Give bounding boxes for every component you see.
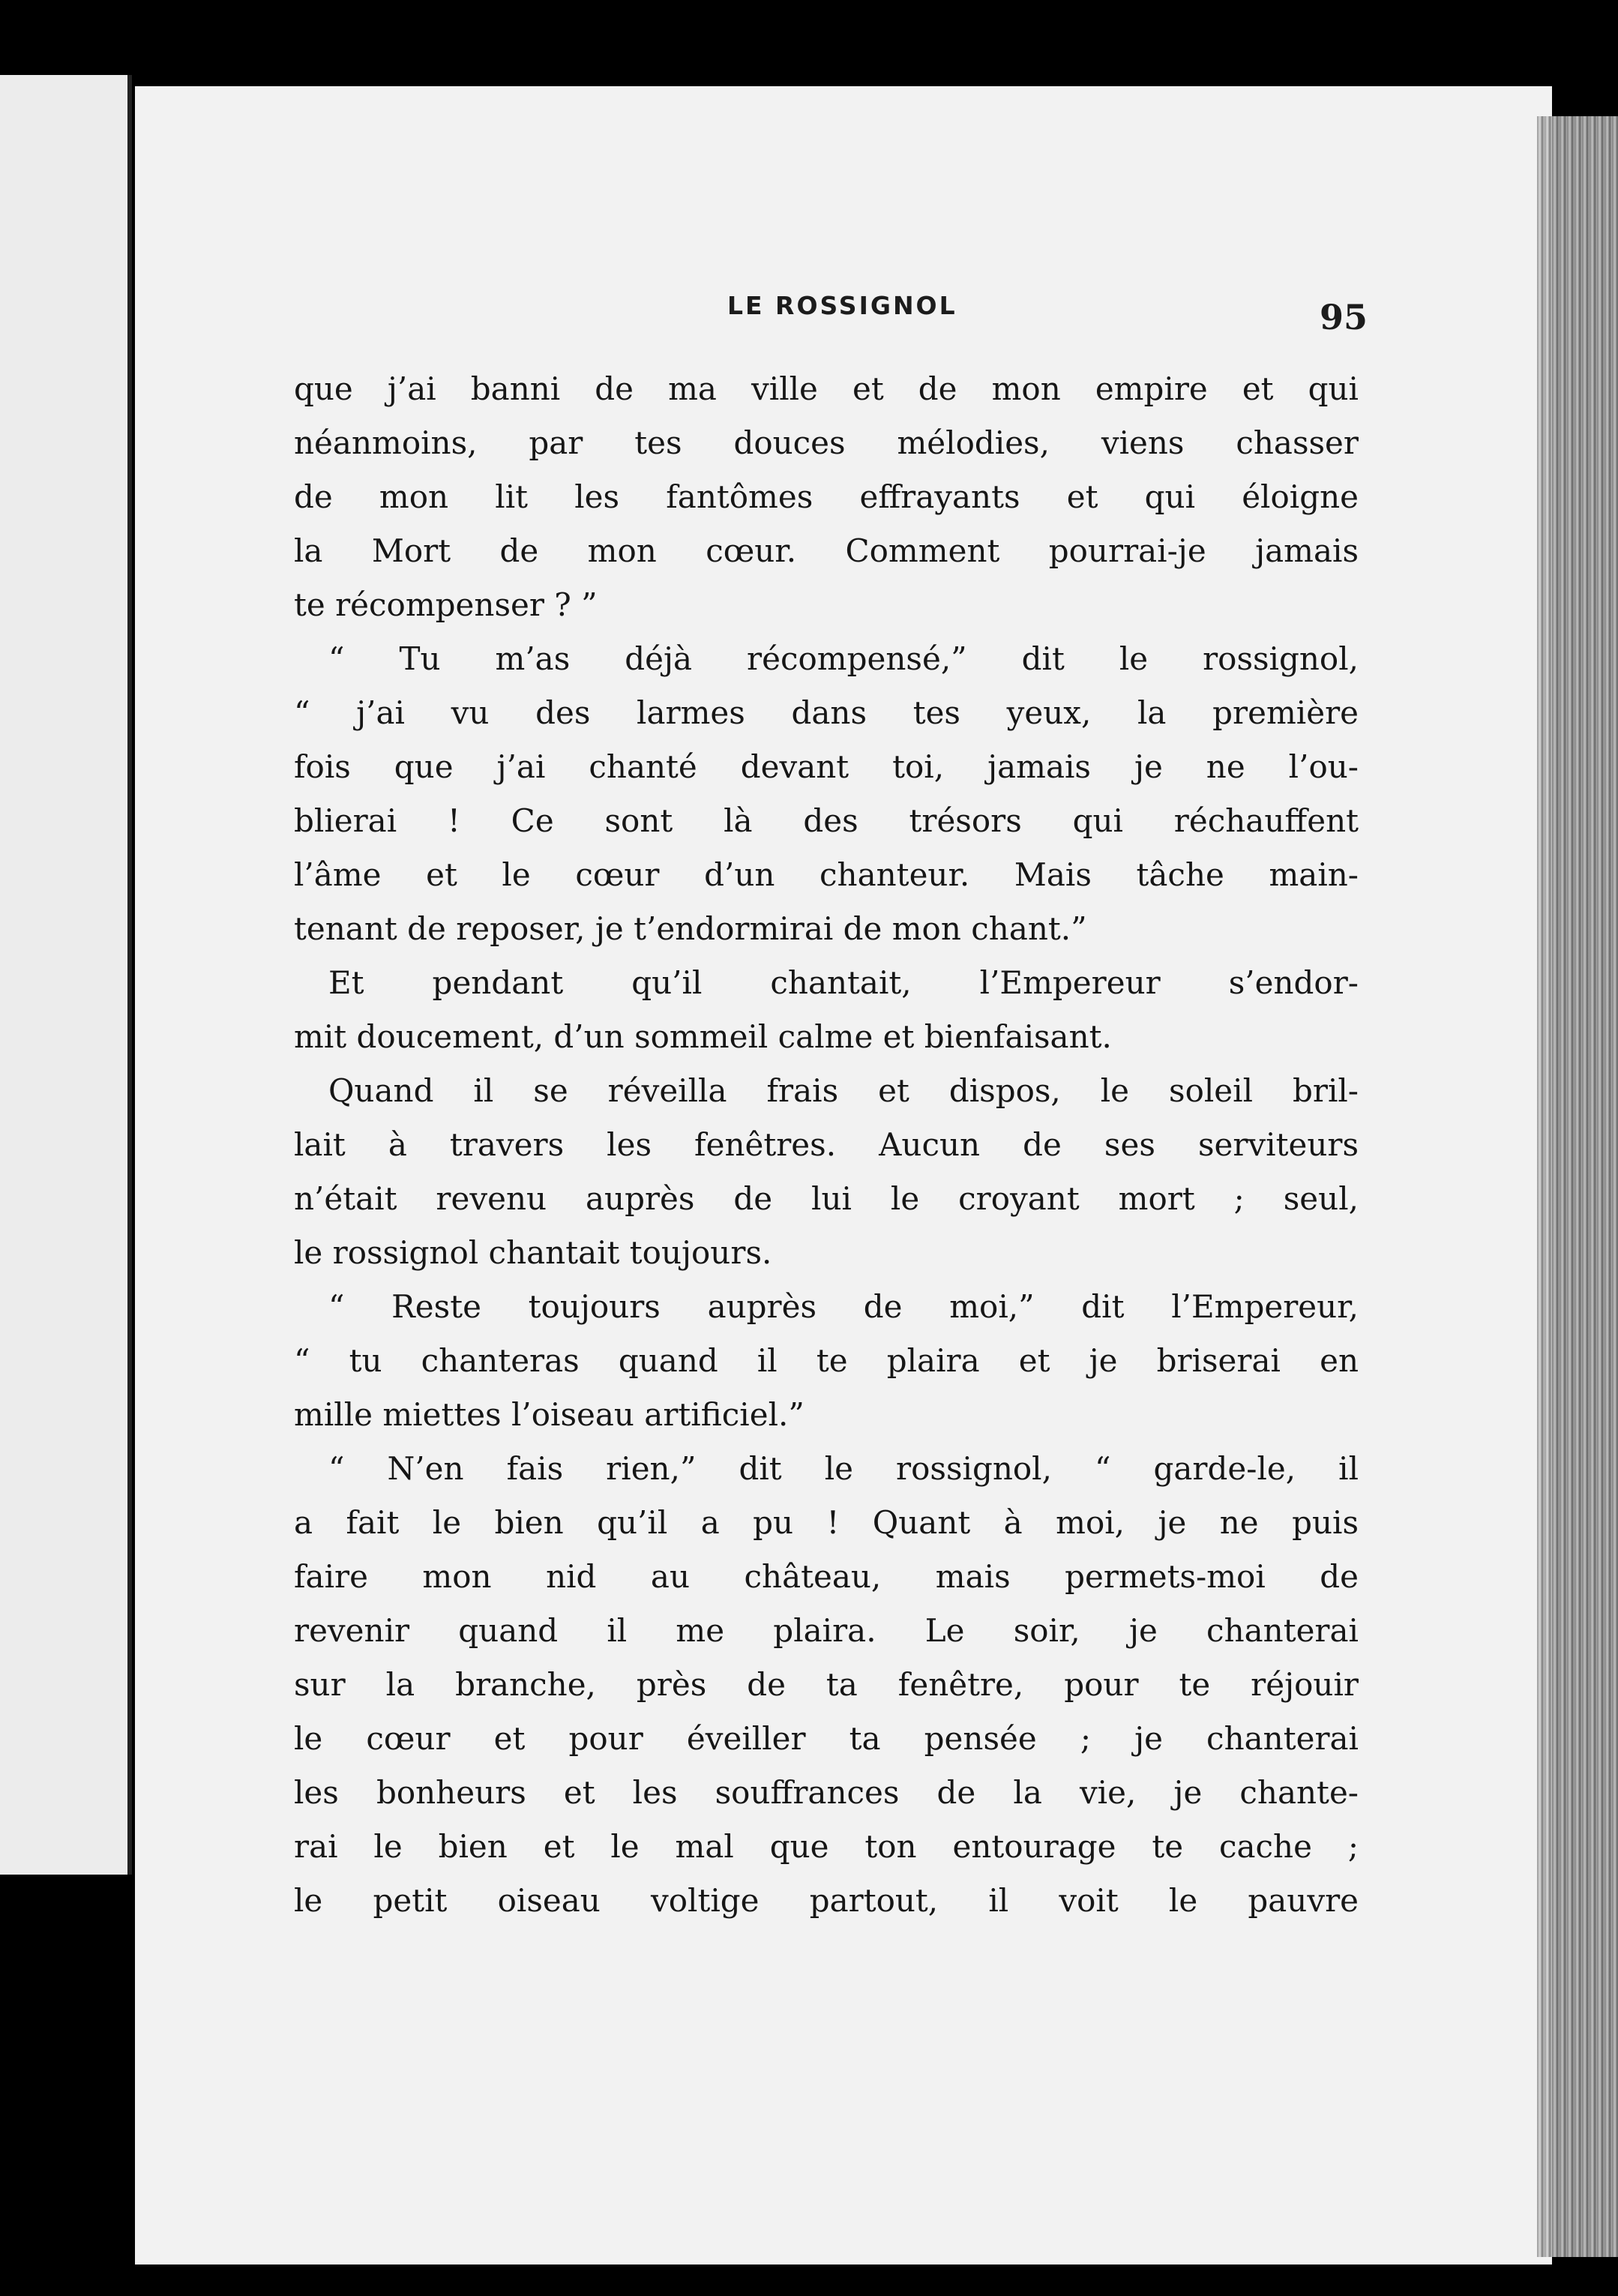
text-line: de mon lit les fantômes effrayants et qui éloigne (294, 478, 1359, 515)
text-line: “ tu chanteras quand il te plaira et je briserai en (294, 1342, 1359, 1379)
text-line: lait à travers les fenêtres. Aucun de ses serviteurs (294, 1126, 1359, 1163)
text-line: “ j’ai vu des larmes dans tes yeux, la première (294, 694, 1359, 731)
text-line: néanmoins, par tes douces mélodies, viens chasser (294, 424, 1359, 461)
text-line: “ Reste toujours auprès de moi,” dit l’Empereur, (328, 1288, 1359, 1325)
text-line: la Mort de mon cœur. Comment pourrai-je jamais (294, 532, 1359, 569)
text-line: mit doucement, d’un sommeil calme et bienfaisant. (294, 1018, 1112, 1055)
text-line: Quand il se réveilla frais et dispos, le soleil bril- (328, 1072, 1359, 1109)
text-line: n’était revenu auprès de lui le croyant mort ; seul, (294, 1180, 1359, 1217)
text-line: rai le bien et le mal que ton entourage te cache ; (294, 1828, 1359, 1865)
text-line: te récompenser ? ” (294, 586, 598, 623)
text-line: fois que j’ai chanté devant toi, jamais je ne l’ou- (294, 748, 1359, 785)
running-head: LE ROSSIGNOL (727, 291, 957, 320)
text-line: le cœur et pour éveiller ta pensée ; je chanterai (294, 1720, 1359, 1757)
body-text (294, 362, 1359, 1928)
text-line: a fait le bien qu’il a pu ! Quant à moi, je ne puis (294, 1504, 1359, 1541)
text-line: le petit oiseau voltige partout, il voit le pauvre (294, 1882, 1359, 1919)
text-line: mille miettes l’oiseau artificiel.” (294, 1396, 805, 1433)
text-line: sur la branche, près de ta fenêtre, pour te réjouir (294, 1666, 1359, 1703)
text-line: les bonheurs et les souffrances de la vie, je chante- (294, 1774, 1359, 1811)
text-line: le rossignol chantait toujours. (294, 1234, 772, 1271)
text-line: Et pendant qu’il chantait, l’Empereur s’endor- (328, 964, 1359, 1001)
text-line: revenir quand il me plaira. Le soir, je chanterai (294, 1612, 1359, 1649)
text-line: l’âme et le cœur d’un chanteur. Mais tâche main- (294, 856, 1359, 893)
previous-page-edge (0, 75, 132, 1875)
text-line: tenant de reposer, je t’endormirai de mon chant.” (294, 910, 1087, 947)
text-line: “ N’en fais rien,” dit le rossignol, “ garde-le, il (328, 1450, 1359, 1487)
page-stack-edge (1537, 116, 1618, 2257)
text-line: que j’ai banni de ma ville et de mon empire et qui (294, 370, 1359, 407)
page-number: 95 (1320, 297, 1368, 337)
text-line: blierai ! Ce sont là des trésors qui réchauffent (294, 802, 1359, 839)
text-line: faire mon nid au château, mais permets-moi de (294, 1558, 1359, 1595)
text-line: “ Tu m’as déjà récompensé,” dit le rossignol, (328, 640, 1359, 677)
